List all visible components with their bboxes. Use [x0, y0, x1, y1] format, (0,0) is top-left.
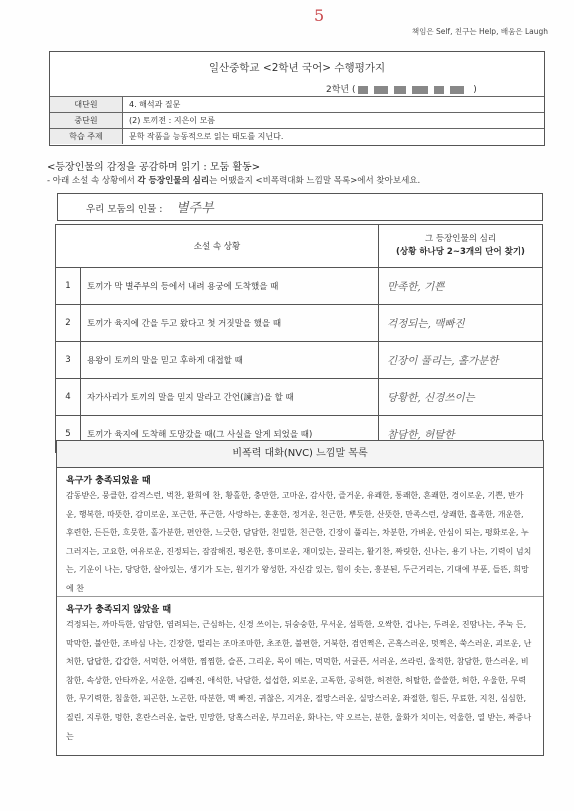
- redaction-block: [434, 86, 444, 94]
- row-number: 1: [56, 268, 81, 305]
- handwritten-answer[interactable]: 긴장이 풀리는, 홀가분한: [379, 342, 543, 379]
- table-row: [56, 305, 543, 342]
- emotion-header-line2: (상황 하나당 2~3개의 단어 찾기): [396, 247, 525, 257]
- nvc-feelings-box: [56, 440, 544, 756]
- info-value: (2) 토끼전 : 지은이 모름: [123, 113, 545, 129]
- situation-text: 토끼가 육지에 간을 두고 왔다고 첫 거짓말을 했을 때: [81, 305, 379, 342]
- redaction-block: [450, 86, 464, 94]
- page-number: 5: [314, 6, 325, 25]
- info-row: [50, 113, 544, 129]
- grade-prefix: 2학년 (: [326, 85, 356, 95]
- info-label: 학습 주제: [50, 129, 123, 145]
- situation-text: 토끼가 막 별주부의 등에서 내려 용궁에 도착했을 때: [81, 268, 379, 305]
- met-needs-heading: 욕구가 충족되었을 때: [66, 476, 151, 486]
- section-divider: [57, 596, 543, 597]
- info-row: [50, 97, 544, 113]
- header-box: [49, 51, 545, 146]
- row-number: 3: [56, 342, 81, 379]
- handwritten-answer[interactable]: 참담한, 허탈한: [379, 416, 543, 453]
- handwritten-answer[interactable]: 걱정되는, 맥빠진: [379, 305, 543, 342]
- handwritten-answer[interactable]: 당황한, 신경쓰이는: [379, 379, 543, 416]
- redaction-block: [358, 86, 368, 94]
- info-value: 4. 해석과 질문: [123, 97, 545, 113]
- info-value: 문학 작품을 능동적으로 읽는 태도를 지닌다.: [123, 129, 545, 145]
- row-number: 2: [56, 305, 81, 342]
- handwritten-answer[interactable]: 만족한, 기쁜: [379, 268, 543, 305]
- nvc-title: 비폭력 대화(NVC) 느낌말 목록: [57, 441, 543, 468]
- group-character-box: [57, 193, 543, 221]
- table-row: [56, 342, 543, 379]
- info-row: [50, 129, 544, 145]
- situation-text: 용왕이 토끼의 말을 믿고 후하게 대접할 때: [81, 342, 379, 379]
- table-row: [56, 268, 543, 305]
- grade-line: [326, 82, 477, 95]
- situation-column-header: 소설 속 상황: [56, 225, 379, 268]
- table-row: [56, 379, 543, 416]
- met-needs-words: 감동받은, 뭉클한, 감격스런, 벅찬, 환희에 찬, 황홀한, 충만한, 고마운, 감사한, 즐거운, 유쾌한, 통쾌한, 흔쾌한, 경이로운, 기쁜, 반가운, 행복한, 따뜻한, 감미로운, 포근한, 푸근한, 사랑하는, 훈훈한, 정겨운, 친근한, 뿌듯한, 산뜻한, 만족스런, 상쾌한, 흡족한, 개운한, 후련한, 든든한, 흐뭇한, 홀가분한, 편안한, 느긋한, 담담한, 친밀한, 친근한, 긴장이 풀리는, 차분한, 가벼운, 안심이 되는, 평화로운, 누그러지는, 고요한, 여유로운, 진정되는, 잠잠해진, 평온한, 흥미로운, 재미있는, 끌리는, 활기찬, 짜릿한, 신나는, 용기 나는, 기력이 넘치는, 기운이 나는, 당당한, 살아있는, 생기가 도는, 원기가 왕성한, 자신감 있는, 힘이 솟는, 흥분된, 두근거리는, 기대에 부푼, 들뜬, 희망에 찬: [66, 491, 532, 593]
- situation-text: 토끼가 육지에 도착해 도망갔을 때(그 사실을 알게 되었을 때): [81, 416, 379, 453]
- situation-table: [55, 224, 543, 453]
- grade-suffix: ): [473, 85, 477, 95]
- motto: 책임은 Self, 친구는 Help, 배움은 Laugh: [411, 27, 548, 36]
- situation-text: 자가사리가 토끼의 말을 믿지 말라고 간언(諫言)을 할 때: [81, 379, 379, 416]
- table-header-row: [56, 225, 543, 268]
- info-label: 대단원: [50, 97, 123, 113]
- row-number: 4: [56, 379, 81, 416]
- instruction-text: 는 어땠을지 <비폭력대화 느낌말 목록>에서 찾아보세요.: [209, 176, 421, 186]
- row-number: 5: [56, 416, 81, 453]
- emotion-column-header: [379, 225, 543, 268]
- emotion-header-line1: 그 등장인물의 심리: [424, 234, 497, 244]
- unit-info-table: [50, 96, 544, 144]
- instruction-text: - 아래 소설 속 상황에서: [47, 176, 138, 186]
- section-title: <등장인물의 감정을 공감하며 읽기 : 모둠 활동>: [47, 162, 261, 173]
- section-instructions: [47, 174, 420, 186]
- group-character-handwritten[interactable]: 별주부: [176, 201, 214, 216]
- unmet-needs-heading: 욕구가 충족되지 않았을 때: [66, 605, 172, 615]
- redaction-block: [374, 86, 388, 94]
- unmet-needs-words: 걱정되는, 까마득한, 암담한, 염려되는, 근심하는, 신경 쓰이는, 뒤숭숭한, 무서운, 섬뜩한, 오싹한, 겁나는, 두려운, 진땀나는, 주눅 든, 막막한, 불안한, 조바심 나는, 긴장한, 떨리는 조마조마한, 초조한, 불편한, 거북한, 겸연쩍은, 곤혹스러운, 멋쩍은, 쑥스러운, 괴로운, 난처한, 답답한, 갑갑한, 서먹한, 어색한, 찜찜한, 슬픈, 그리운, 목이 메는, 먹먹한, 서글픈, 서러운, 쓰라린, 울적한, 참담한, 한스러운, 비참한, 속상한, 안타까운, 서운한, 김빠진, 애석한, 낙담한, 섭섭한, 외로운, 고독한, 공허한, 허전한, 허탈한, 쓸쓸한, 허한, 우울한, 무력한, 무기력한, 침울한, 피곤한, 노곤한, 따분한, 맥 빠진, 귀찮은, 지겨운, 절망스러운, 실망스러운, 좌절한, 힘든, 무료한, 지친, 심심한, 질린, 지루한, 멍한, 혼란스러운, 놀란, 민망한, 당혹스러운, 부끄러운, 화나는, 약 오르는, 분한, 울화가 치미는, 억울한, 열 받는, 짜증나는: [66, 620, 532, 741]
- redaction-block: [412, 86, 428, 94]
- instruction-emphasis: 각 등장인물의 심리: [137, 176, 210, 186]
- redaction-block: [394, 86, 406, 94]
- school-title: 일산중학교 <2학년 국어> 수행평가지: [208, 62, 386, 74]
- group-character-label: 우리 모둠의 인물 :: [86, 204, 163, 215]
- info-label: 중단원: [50, 113, 123, 129]
